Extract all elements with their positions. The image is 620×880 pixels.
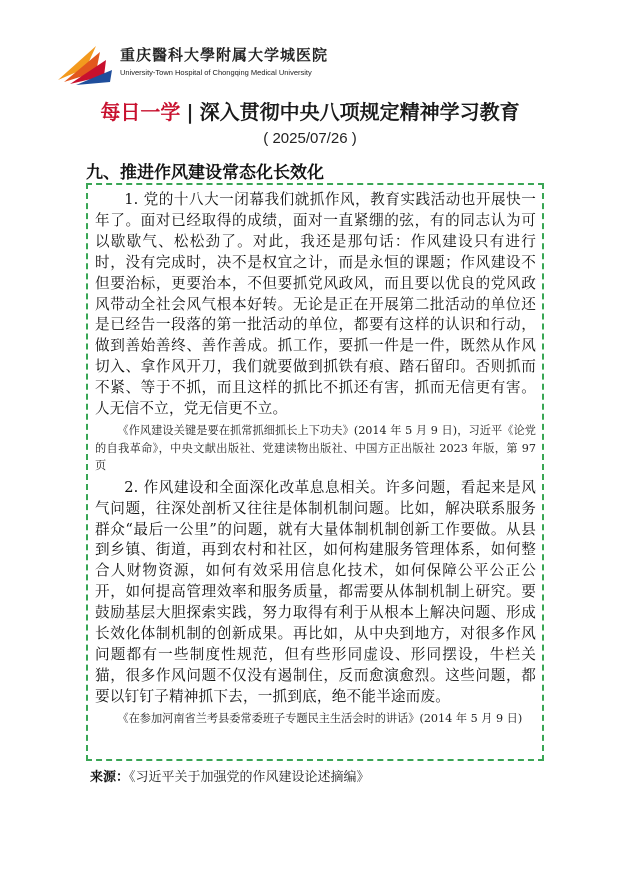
title-separator: | [186, 100, 194, 124]
content-box [86, 183, 544, 761]
publish-date: ( 2025/07/26 ) [263, 130, 357, 147]
title-main: 深入贯彻中央八项规定精神学习教育 [199, 100, 520, 124]
source-text: 《习近平关于加强党的作风建设论述摘编》 [129, 770, 370, 785]
hospital-name-cn: 重庆醫科大學附属大学城医院 [120, 46, 329, 64]
hospital-logo [56, 40, 386, 86]
paragraph-2: 2. 作风建设和全面深化改革息息相关。许多问题，看起来是风气问题，往深处剖析又往往是体制机制问题。比如，解决联系服务群众“最后一公里”的问题，就有大量体制机制创新工作要做。从县到乡镇、街道，再到农村和社区，如何构建服务管理体系，如何整合人财物资源，如何有效采用信息化技术，如何保障公平公正公开，如何提高管理效率和服务质量，都需要从体制机制上研究。要鼓励基层大胆探索实践，努力取得有利于从根本上解决问题、形成长效化体制机制的创新成果。再比如，从中央到地方，对很多作风问题都有一些制度性规范，但有些形同虚设、形同摆设，牛栏关猫，很多作风问题不仅没有遏制住，反而愈演愈烈。这些问题，都要以钉钉子精神抓下去，一抓到底，绝不能半途而废。 [95, 478, 536, 705]
paragraph-1: 1. 党的十八大一闭幕我们就抓作风，教育实践活动也开展快一年了。面对已经取得的成绩，面对一直紧绷的弦，有的同志认为可以歇歇气、松松劲了。对此，我还是那句话：作风建设只有进行时，没有完成时，决不是权宜之计，而是永恒的课题；作风建设不但要治标，更要治本，不但要抓党风政风，而且要以优良的党风政风带动全社会风气根本好转。无论是正在开展第二批活动的单位还是已经告一段落的第一批活动的单位，都要有这样的认识和行动，做到善始善终、善作善成。抓工作，要抓一件是一件，既然从作风切入、拿作风开刀，我们就要做到抓铁有痕、踏石留印。否则抓而不紧、等于不抓，而且这样的抓比不抓还有害，抓而无信更有害。人无信不立，党无信更不立。 [95, 191, 536, 418]
page-title [0, 96, 620, 125]
citation-1: 《作风建设关键是要在抓常抓细抓长上下功夫》(2014 年 5 月 9 日)，习近平《论党的自我革命》，中央文献出版社、党建读物出版社、中国方正出版社 2023 年版，第 97 页 [95, 423, 536, 473]
citation-2: 《在参加河南省兰考县委常委班子专题民主生活会时的讲话》(2014 年 5 月 9 日) [117, 711, 523, 725]
section-title: 九、推进作风建设常态化长效化 [86, 163, 324, 183]
hospital-emblem-icon [56, 40, 116, 86]
title-prefix: 每日一学 [100, 100, 181, 124]
source-label: 来源： [90, 769, 130, 784]
source-line [90, 766, 370, 785]
hospital-name-en: University-Town Hospital of Chongqing Medical University [120, 68, 312, 77]
